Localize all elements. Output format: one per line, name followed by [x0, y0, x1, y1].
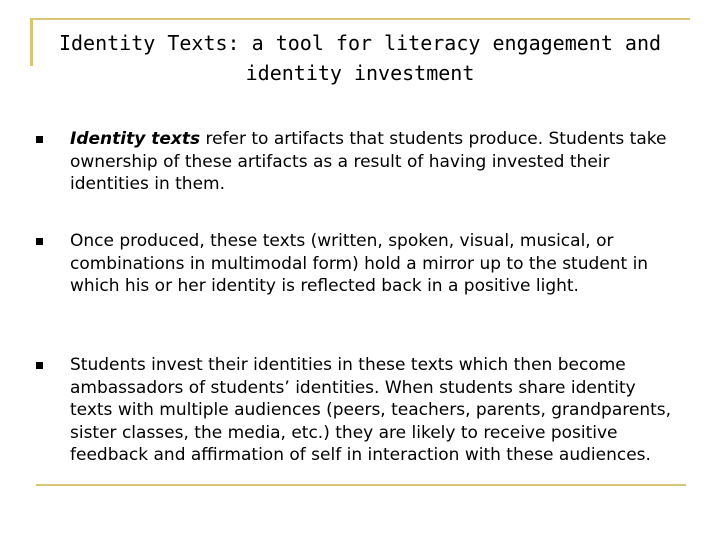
- square-bullet-icon: [36, 136, 43, 143]
- title-left-rule: [30, 18, 33, 66]
- square-bullet-icon: [36, 362, 43, 369]
- slide-title: Identity Texts: a tool for literacy engagement and identity investment: [58, 31, 662, 85]
- bullet-text: [70, 230, 680, 298]
- bullet-body: Once produced, these texts (written, spoken, visual, musical, or combinations in multimodal form) hold a mirror up to the student in which his or her identity is reflected back in a positive light.: [70, 231, 649, 297]
- square-bullet-icon: [36, 238, 43, 245]
- bullet-lead-term: Identity texts: [70, 129, 201, 149]
- bullet-body: refer to artifacts that students produce. Students take ownership of these artifacts as a result of having invested their identities in them.: [70, 129, 667, 195]
- bottom-rule: [36, 484, 686, 486]
- bullet-text: [70, 128, 680, 196]
- bullet-text: [70, 354, 680, 467]
- bullet-body: Students invest their identities in these texts which then become ambassadors of students’ identities. When students share identity texts with multiple audiences (peers, teachers, parents, grandparents, sister classes, the media, etc.) they are likely to receive positive feedback and affirmation of self in interaction with these audiences.: [70, 355, 672, 466]
- title-top-rule: [30, 18, 690, 20]
